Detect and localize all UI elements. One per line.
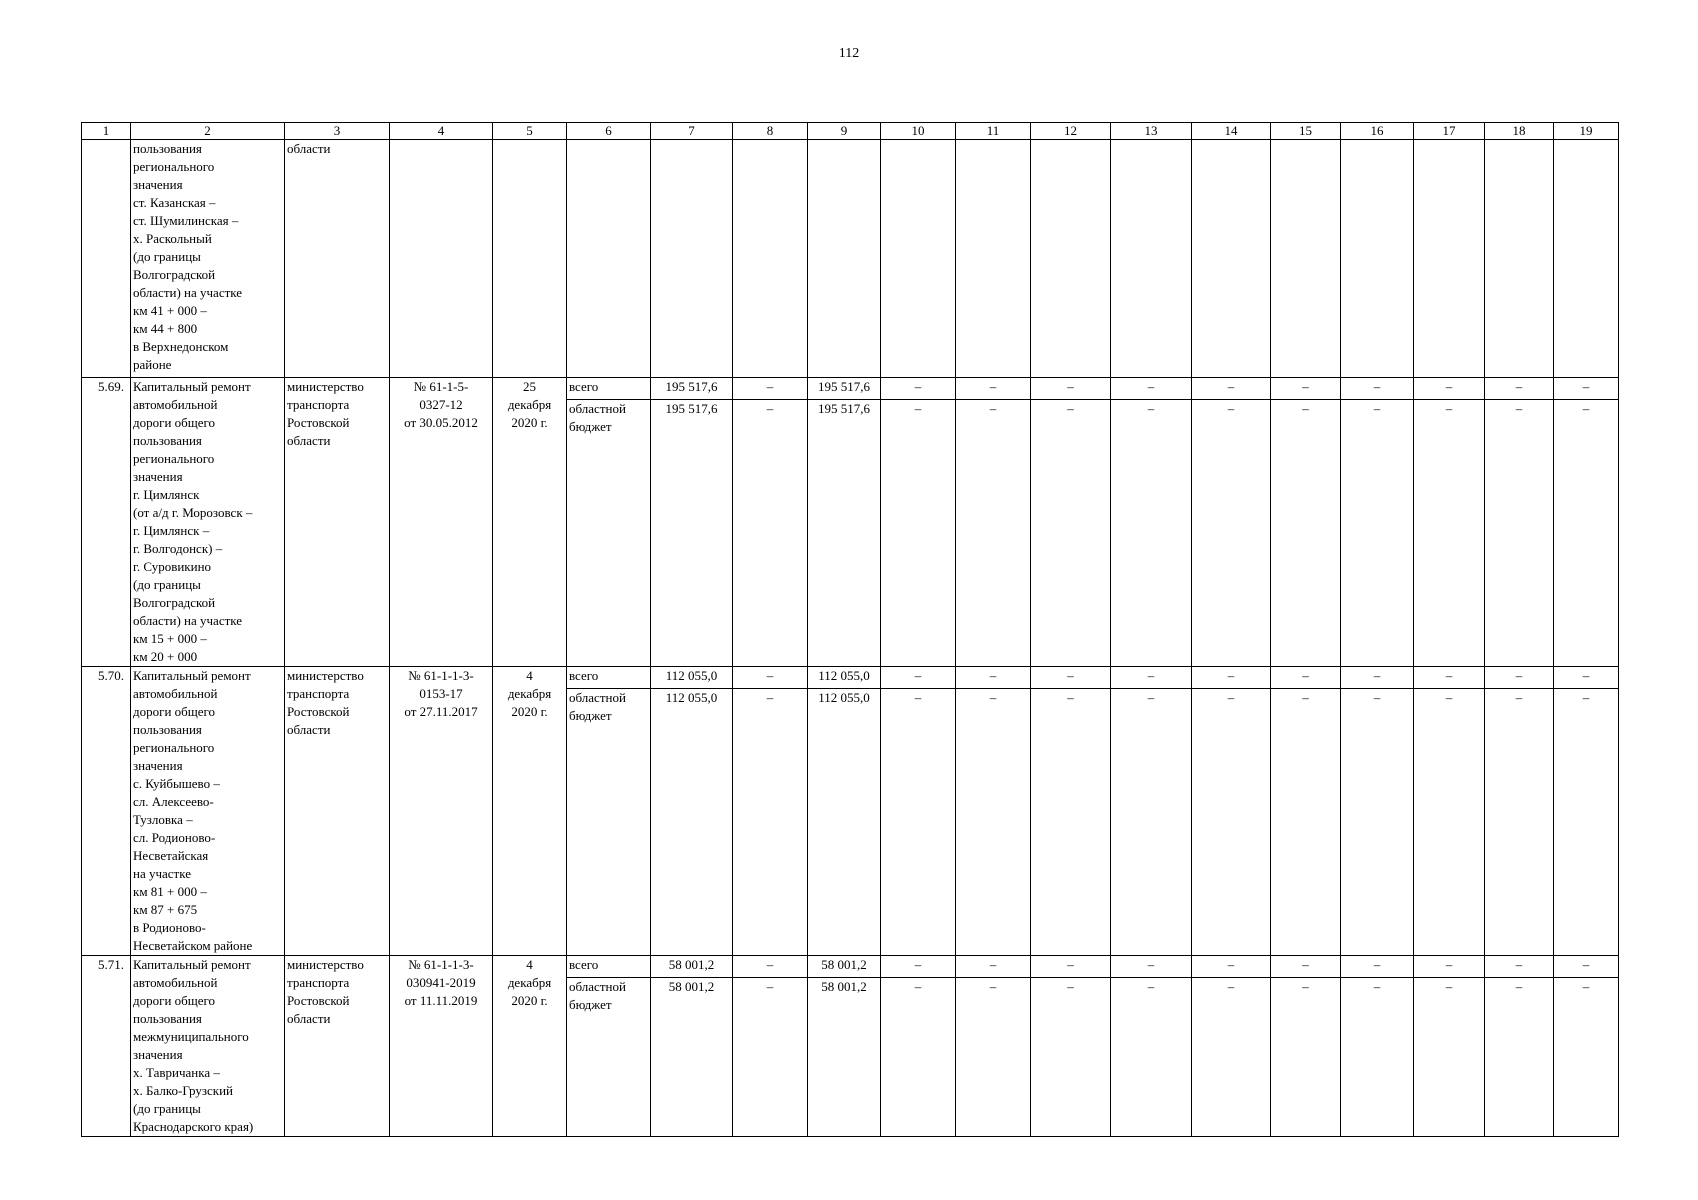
table-row bbox=[82, 667, 1619, 689]
amount-col-9: 195 517,6 bbox=[808, 378, 881, 400]
column-number-9: 9 bbox=[808, 123, 881, 140]
column-number-12: 12 bbox=[1031, 123, 1111, 140]
amount-col-18: – bbox=[1485, 399, 1554, 666]
table-body bbox=[82, 123, 1619, 1137]
amount-col-16: – bbox=[1341, 688, 1414, 955]
column-number-5: 5 bbox=[493, 123, 567, 140]
table-cell bbox=[1554, 140, 1619, 378]
expert-conclusion: № 61-1-1-3- 030941-2019 от 11.11.2019 bbox=[390, 956, 493, 1137]
amount-total: 195 517,6 bbox=[651, 399, 733, 666]
amount-col-11: – bbox=[956, 956, 1031, 978]
amount-col-14: – bbox=[1192, 378, 1271, 400]
amount-col-10: – bbox=[881, 399, 956, 666]
amount-col-12: – bbox=[1031, 956, 1111, 978]
amount-col-19: – bbox=[1554, 378, 1619, 400]
amount-col-14: – bbox=[1192, 667, 1271, 689]
entry-number: 5.70. bbox=[82, 667, 131, 956]
amount-col-8: – bbox=[733, 667, 808, 689]
table-cell bbox=[1341, 140, 1414, 378]
funding-source: всего bbox=[567, 667, 651, 689]
amount-col-13: – bbox=[1111, 399, 1192, 666]
amount-col-19: – bbox=[1554, 667, 1619, 689]
funding-source: всего bbox=[567, 378, 651, 400]
amount-col-14: – bbox=[1192, 688, 1271, 955]
amount-total: 112 055,0 bbox=[651, 667, 733, 689]
amount-total: 195 517,6 bbox=[651, 378, 733, 400]
column-number-18: 18 bbox=[1485, 123, 1554, 140]
amount-col-9: 58 001,2 bbox=[808, 978, 881, 1137]
amount-col-13: – bbox=[1111, 688, 1192, 955]
amount-col-15: – bbox=[1271, 688, 1341, 955]
table-cell bbox=[1485, 140, 1554, 378]
completion-date: 25 декабря 2020 г. bbox=[493, 378, 567, 667]
amount-col-14: – bbox=[1192, 399, 1271, 666]
funding-source: областной бюджет bbox=[567, 399, 651, 666]
amount-col-11: – bbox=[956, 399, 1031, 666]
column-number-13: 13 bbox=[1111, 123, 1192, 140]
amount-col-17: – bbox=[1414, 399, 1485, 666]
table-cell bbox=[390, 140, 493, 378]
entry-number: 5.69. bbox=[82, 378, 131, 667]
amount-col-9: 58 001,2 bbox=[808, 956, 881, 978]
amount-col-12: – bbox=[1031, 667, 1111, 689]
column-number-7: 7 bbox=[651, 123, 733, 140]
column-number-3: 3 bbox=[285, 123, 390, 140]
amount-col-11: – bbox=[956, 688, 1031, 955]
amount-col-10: – bbox=[881, 956, 956, 978]
amount-col-9: 195 517,6 bbox=[808, 399, 881, 666]
amount-total: 58 001,2 bbox=[651, 978, 733, 1137]
entry-number: 5.71. bbox=[82, 956, 131, 1137]
completion-date: 4 декабря 2020 г. bbox=[493, 667, 567, 956]
column-number-15: 15 bbox=[1271, 123, 1341, 140]
amount-col-12: – bbox=[1031, 378, 1111, 400]
table-cell bbox=[808, 140, 881, 378]
amount-total: 112 055,0 bbox=[651, 688, 733, 955]
amount-col-8: – bbox=[733, 378, 808, 400]
funding-source: областной бюджет bbox=[567, 688, 651, 955]
amount-col-18: – bbox=[1485, 978, 1554, 1137]
amount-col-9: 112 055,0 bbox=[808, 667, 881, 689]
continuation-object-name: пользования регионального значения ст. Казанская – ст. Шумилинская – х. Раскольный (до границы Волгоградской области) на участке км 41 + 000 – км 44 + 800 в Верхнедонском районе bbox=[131, 140, 285, 378]
expert-conclusion: № 61-1-1-3- 0153-17 от 27.11.2017 bbox=[390, 667, 493, 956]
amount-col-15: – bbox=[1271, 378, 1341, 400]
column-number-16: 16 bbox=[1341, 123, 1414, 140]
column-number-17: 17 bbox=[1414, 123, 1485, 140]
amount-col-18: – bbox=[1485, 956, 1554, 978]
amount-col-8: – bbox=[733, 956, 808, 978]
amount-col-9: 112 055,0 bbox=[808, 688, 881, 955]
amount-col-16: – bbox=[1341, 978, 1414, 1137]
amount-col-14: – bbox=[1192, 956, 1271, 978]
amount-col-16: – bbox=[1341, 378, 1414, 400]
table-cell bbox=[1031, 140, 1111, 378]
table-row bbox=[82, 378, 1619, 400]
continuation-row bbox=[82, 140, 1619, 378]
responsible-organization: министерство транспорта Ростовской области bbox=[285, 378, 390, 667]
amount-col-15: – bbox=[1271, 667, 1341, 689]
amount-col-18: – bbox=[1485, 688, 1554, 955]
amount-col-16: – bbox=[1341, 956, 1414, 978]
table-row bbox=[82, 956, 1619, 978]
amount-col-16: – bbox=[1341, 399, 1414, 666]
amount-col-11: – bbox=[956, 667, 1031, 689]
continuation-organization: области bbox=[285, 140, 390, 378]
amount-col-10: – bbox=[881, 978, 956, 1137]
column-number-10: 10 bbox=[881, 123, 956, 140]
amount-col-13: – bbox=[1111, 956, 1192, 978]
amount-col-13: – bbox=[1111, 978, 1192, 1137]
amount-col-10: – bbox=[881, 688, 956, 955]
table-cell-num bbox=[82, 140, 131, 378]
expert-conclusion: № 61-1-5- 0327-12 от 30.05.2012 bbox=[390, 378, 493, 667]
table-cell bbox=[956, 140, 1031, 378]
table-cell bbox=[1271, 140, 1341, 378]
table-cell bbox=[567, 140, 651, 378]
completion-date: 4 декабря 2020 г. bbox=[493, 956, 567, 1137]
amount-col-18: – bbox=[1485, 667, 1554, 689]
amount-col-13: – bbox=[1111, 378, 1192, 400]
amount-col-17: – bbox=[1414, 978, 1485, 1137]
amount-col-17: – bbox=[1414, 378, 1485, 400]
column-number-6: 6 bbox=[567, 123, 651, 140]
funding-source: областной бюджет bbox=[567, 978, 651, 1137]
amount-col-17: – bbox=[1414, 688, 1485, 955]
amount-total: 58 001,2 bbox=[651, 956, 733, 978]
column-number-1: 1 bbox=[82, 123, 131, 140]
amount-col-17: – bbox=[1414, 667, 1485, 689]
amount-col-19: – bbox=[1554, 956, 1619, 978]
amount-col-14: – bbox=[1192, 978, 1271, 1137]
amount-col-10: – bbox=[881, 667, 956, 689]
column-number-4: 4 bbox=[390, 123, 493, 140]
responsible-organization: министерство транспорта Ростовской области bbox=[285, 956, 390, 1137]
table-cell bbox=[493, 140, 567, 378]
table-cell bbox=[1414, 140, 1485, 378]
table-cell bbox=[733, 140, 808, 378]
amount-col-8: – bbox=[733, 978, 808, 1137]
amount-col-16: – bbox=[1341, 667, 1414, 689]
responsible-organization: министерство транспорта Ростовской области bbox=[285, 667, 390, 956]
funding-source: всего bbox=[567, 956, 651, 978]
amount-col-8: – bbox=[733, 688, 808, 955]
amount-col-15: – bbox=[1271, 399, 1341, 666]
column-number-8: 8 bbox=[733, 123, 808, 140]
amount-col-18: – bbox=[1485, 378, 1554, 400]
amount-col-11: – bbox=[956, 978, 1031, 1137]
amount-col-15: – bbox=[1271, 956, 1341, 978]
amount-col-12: – bbox=[1031, 978, 1111, 1137]
column-number-19: 19 bbox=[1554, 123, 1619, 140]
amount-col-8: – bbox=[733, 399, 808, 666]
table-cell bbox=[1192, 140, 1271, 378]
table-cell bbox=[881, 140, 956, 378]
page-number: 112 bbox=[838, 46, 860, 61]
amount-col-17: – bbox=[1414, 956, 1485, 978]
amount-col-12: – bbox=[1031, 399, 1111, 666]
amount-col-10: – bbox=[881, 378, 956, 400]
amount-col-15: – bbox=[1271, 978, 1341, 1137]
column-number-2: 2 bbox=[131, 123, 285, 140]
object-name: Капитальный ремонт автомобильной дороги общего пользования регионального значения г. Цимлянск (от а/д г. Морозовск – г. Цимлянск – г. Волгодонск) – г. Суровикино (до границы Волгоградской области) на участке км 15 + 000 – км 20 + 000 bbox=[131, 378, 285, 667]
object-name: Капитальный ремонт автомобильной дороги общего пользования межмуниципального значения х. Тавричанка – х. Балко-Грузский (до границы Краснодарского края) bbox=[131, 956, 285, 1137]
object-name: Капитальный ремонт автомобильной дороги общего пользования регионального значения с. Куйбышево – сл. Алексеево- Тузловка – сл. Родионово- Несветайская на участке км 81 + 000 – км 87 + 675 в Родионово- Несветайском районе bbox=[131, 667, 285, 956]
amount-col-19: – bbox=[1554, 688, 1619, 955]
column-number-14: 14 bbox=[1192, 123, 1271, 140]
column-number-11: 11 bbox=[956, 123, 1031, 140]
table-cell bbox=[1111, 140, 1192, 378]
amount-col-12: – bbox=[1031, 688, 1111, 955]
column-number-header-row bbox=[82, 123, 1619, 140]
amount-col-11: – bbox=[956, 378, 1031, 400]
budget-table bbox=[81, 122, 1619, 1137]
amount-col-19: – bbox=[1554, 399, 1619, 666]
amount-col-13: – bbox=[1111, 667, 1192, 689]
table-cell bbox=[651, 140, 733, 378]
amount-col-19: – bbox=[1554, 978, 1619, 1137]
